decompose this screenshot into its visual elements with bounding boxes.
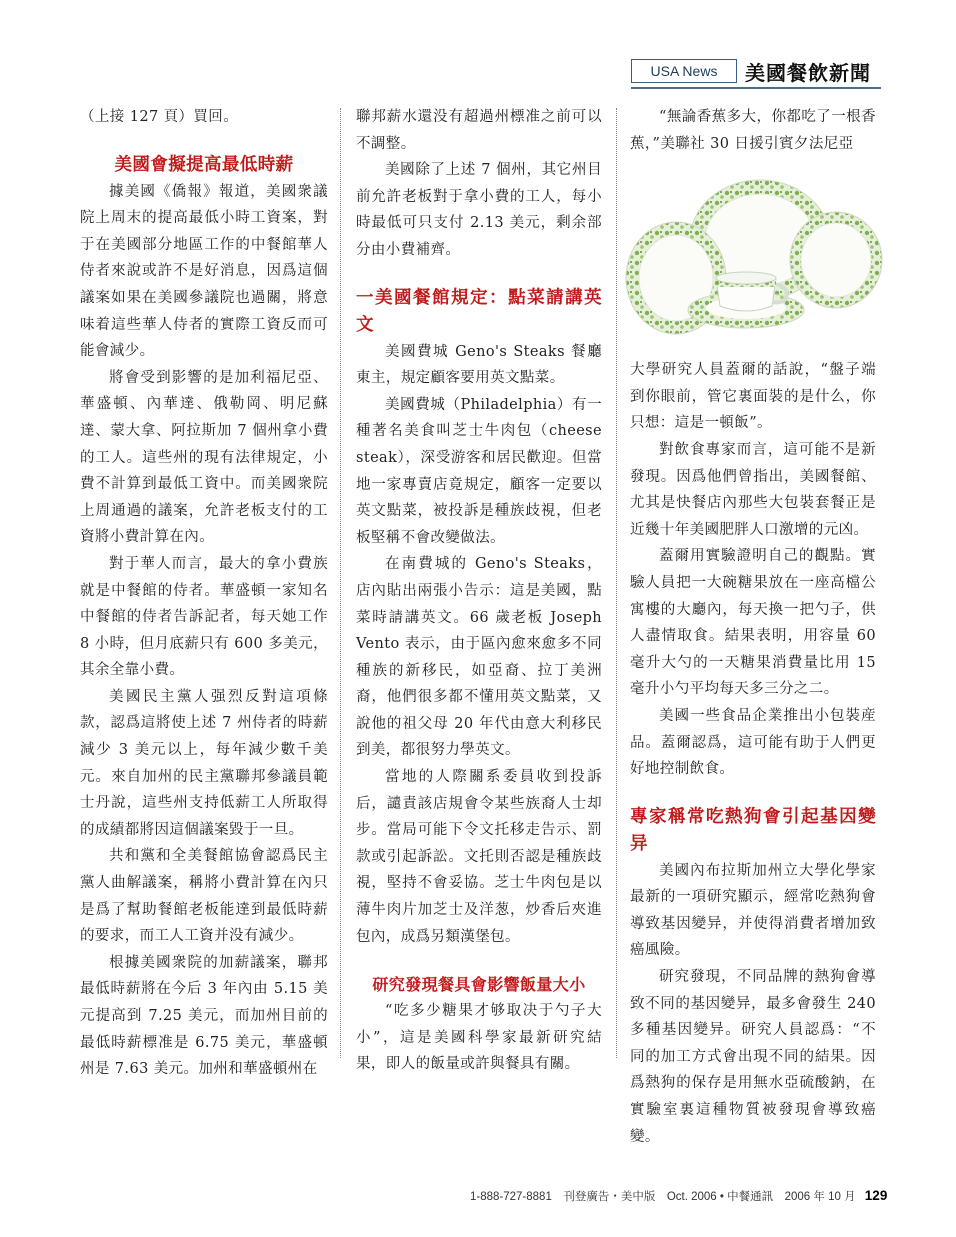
page-number: 129	[864, 1188, 888, 1203]
continued-text: （上接 127 頁）買回。	[80, 109, 239, 125]
article-headline-minimum-wage: 美國會擬提高最低時薪	[114, 154, 294, 175]
paragraph: 將會受到影響的是加利福尼亞、華盛頓、內華達、俄勒岡、明尼蘇達、蒙大拿、阿拉斯加 7 個州拿小費的工人。這些州的現有法律規定，小費不計算到最低工資中。而美國衆院上周通過的議案，允許老板支付的工資將小費計算在內。	[80, 369, 328, 546]
article-headline-english-ordering: 一美國餐館規定：點菜請講英文	[356, 287, 602, 335]
article-headline-tableware: 研究發現餐具會影響飯量大小	[372, 975, 586, 995]
paragraph: 美國費城 Geno's Steaks 餐廳東主，規定顧客要用英文點菜。	[356, 343, 602, 387]
paragraph: 蓋爾用實驗證明自己的觀點。實驗人員把一大碗糖果放在一座高檔公寓樓的大廳內，每天換一把勺子，供人盡情取食。結果表明，用容量 60 毫升大勺的一天糖果消費量比用 15 毫升小勺平均每天多三分之二。	[630, 548, 876, 698]
paragraph: “無論香蕉多大，你都吃了一根香蕉，”美聯社 30 日援引賓夕法尼亞	[630, 109, 876, 152]
dinnerware-photo	[624, 160, 886, 352]
paragraph: 對于華人而言，最大的拿小費族就是中餐館的侍者。華盛頓一家知名中餐館的侍者告訴記者，每天她工作 8 小時，但月底薪只有 600 多美元，其余全靠小費。	[80, 555, 328, 679]
paragraph: 美國除了上述 7 個州，其它州目前允許老板對于拿小費的工人，每小時最低可只支付 2.13 美元，剩余部分由小費補齊。	[356, 162, 602, 258]
paragraph: 在南費城的 Geno's Steaks，店內貼出兩張小告示：這是美國，點菜時請講英文。66 歲老板 Joseph Vento 表示，由于區內愈來愈多不同種族的新移民，如亞裔、拉丁美洲裔，他們很多都不懂用英文點菜，又說他的祖父母 20 年代由意大利移民到美，都很努力學英文。	[356, 556, 602, 759]
paragraph: 美國民主黨人强烈反對這項條款，認爲這將使上述 7 州侍者的時薪減少 3 美元以上，每年減少數千美元。來自加州的民主黨聯邦參議員範士丹說，這些州支持低薪工人所取得的成績都將因這個議案毀于一旦。	[80, 688, 328, 838]
usa-news-tag: USA News	[631, 59, 737, 83]
section-title: 美國餐飲新聞	[745, 61, 871, 85]
paragraph: 美國費城（Philadelphia）有一種著名美食叫芝士牛肉包（cheese steak），深受游客和居民歡迎。但當地一家專賣店竟規定，顧客一定要以英文點菜，被投訴是種族歧視，但老板堅稱不會改變做法。	[356, 396, 602, 546]
paragraph: 美國內布拉斯加州立大學化學家最新的一項研究顯示，經常吃熱狗會導致基因變异，并使得消費者增加致癌風險。	[630, 862, 876, 959]
paragraph: 大學研究人員蓋爾的話說，“盤子端到你眼前，管它裏面裝的是什么，你只想：這是一頓飯”。	[630, 362, 876, 432]
paragraph: 美國一些食品企業推出小包裝産品。蓋爾認爲，這可能有助于人們更好地控制飲食。	[630, 707, 876, 778]
paragraph: 據美國《僑報》報道，美國衆議院上周末的提高最低小時工資案，對于在美國部分地區工作的中餐館華人侍者來說或許不是好消息，因爲這個議案如果在美國參議院也過關，將意味着這些華人侍者的實際工資反而可能會減少。	[80, 183, 328, 360]
page-footer	[470, 1188, 887, 1204]
paragraph: 根據美國衆院的加薪議案，聯邦最低時薪將在今后 3 年內由 5.15 美元提高到 7.25 美元，而加州目前的最低時薪標准是 6.75 美元，華盛頓州是 7.63 美元。加州和華盛頓州在	[80, 954, 328, 1078]
paragraph: 對飲食專家而言，這可能不是新發現。因爲他們曾指出，美國餐館、尤其是快餐店內那些大包裝套餐正是近幾十年美國肥胖人口激增的元凶。	[630, 441, 876, 538]
paragraph: 當地的人際關系委員收到投訴后，譴責該店規會令某些族裔人士却步。當局可能下令文托移走告示、罰款或引起訴訟。文托則否認是種族歧視，堅持不會妥協。芝士牛肉包是以薄牛肉片加芝士及洋葱，炒香后夾進包內，成爲另類漢堡包。	[356, 769, 602, 945]
paragraph: 研究發現，不同品牌的熱狗會導致不同的基因變异，最多會發生 240 多種基因變异。研究人員認爲：“不同的加工方式會出現不同的結果。因爲熱狗的保存是用無水亞硫酸鈉，在實驗室裏這種物質被發現會導致癌變。	[630, 969, 876, 1145]
column-2	[356, 104, 602, 1078]
footer-text: 1-888-727-8881 刊登廣告・美中版 Oct. 2006 • 中餐通訊 2006 年 10 月	[470, 1191, 856, 1203]
column-1	[80, 104, 328, 1083]
column-divider-2	[616, 108, 617, 1058]
column-divider-1	[340, 108, 341, 1058]
article-headline-hot-dog: 專家稱常吃熱狗會引起基因變异	[630, 806, 876, 854]
paragraph: 共和黨和全美餐館協會認爲民主黨人曲解議案，稱將小費計算在內只是爲了幫助餐館老板能達到最低時薪的要求，而工人工資并没有減少。	[80, 848, 328, 945]
paragraph: “吃多少糖果才够取决于勺子大小”，這是美國科學家最新研究結果，即人的飯量或許與餐具有關。	[356, 1003, 602, 1073]
continued-text: 聯邦薪水還没有超過州標准之前可以不調整。	[356, 109, 602, 152]
